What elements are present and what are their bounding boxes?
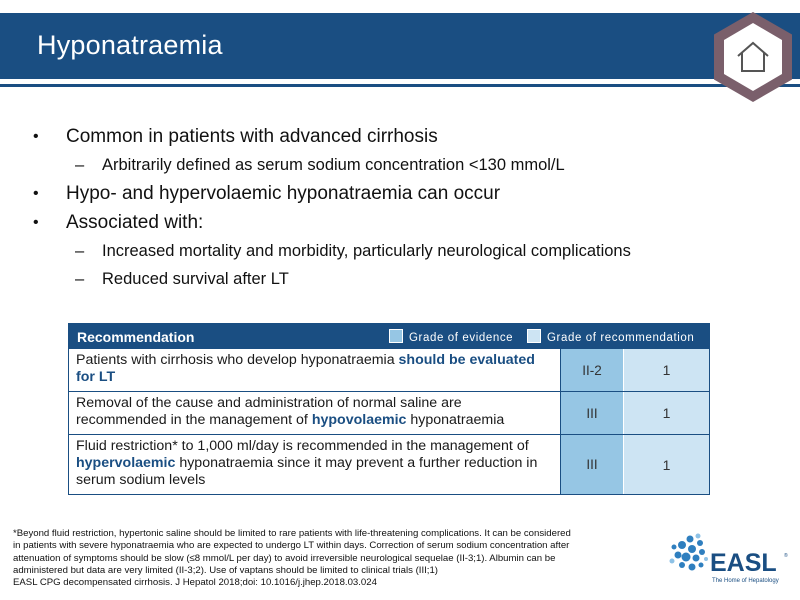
bullet-marker: • bbox=[33, 185, 39, 202]
bullet-item bbox=[32, 208, 772, 237]
recommendation-rows bbox=[69, 348, 709, 494]
recommendation-text-part: Fluid restriction* to 1,000 ml/day is recommended in the management of bbox=[76, 438, 529, 454]
bullet-item bbox=[32, 122, 772, 151]
sub-bullet-item bbox=[32, 237, 772, 265]
footnote bbox=[13, 528, 658, 589]
recommendation-text-part: Removal of the cause and administration of normal saline are recommended in the management of bbox=[76, 395, 462, 428]
footnote-line: attenuation of symptoms should be slow (≤8 mmol/L per day) to avoid irreversible neurological sequelae (II-3;1). Albumin can be bbox=[13, 552, 556, 564]
bullet-marker: • bbox=[33, 128, 39, 145]
logo-wordmark: EASL bbox=[710, 549, 777, 577]
recommendation-text bbox=[69, 392, 561, 434]
recommendation-text-part: Patients with cirrhosis who develop hyponatraemia bbox=[76, 352, 399, 368]
recommendation-header-label: Recommendation bbox=[77, 329, 195, 345]
bullet-marker: • bbox=[33, 214, 39, 231]
recommendation-emphasis: hypervolaemic bbox=[76, 455, 176, 471]
grade-of-evidence-cell: III bbox=[561, 392, 624, 434]
bullet-text: Associated with: bbox=[66, 212, 204, 233]
bullet-list bbox=[32, 122, 772, 293]
recommendation-text-part: hyponatraemia since it may prevent a further reduction in serum sodium levels bbox=[76, 455, 538, 488]
recommendation-emphasis: hypovolaemic bbox=[311, 412, 407, 428]
legend-recommendation bbox=[527, 329, 694, 344]
recommendation-row bbox=[69, 434, 709, 494]
sub-bullet-item bbox=[32, 151, 772, 179]
citation-line: EASL CPG decompensated cirrhosis. J Hepatol 2018;doi: 10.1016/j.jhep.2018.03.024 bbox=[13, 577, 377, 589]
sub-bullet-text: Increased mortality and morbidity, particularly neurological complications bbox=[102, 242, 631, 260]
recommendation-text bbox=[69, 349, 561, 391]
bullet-text: Hypo- and hypervolaemic hyponatraemia can occur bbox=[66, 183, 501, 204]
footnote-line: administered but data are very limited (II-3;2). Use of vaptans should be limited to clinical trials (III;1) bbox=[13, 564, 438, 576]
footnote-line: *Beyond fluid restriction, hypertonic saline should be limited to rare patients with life-threatening complications. It can be considered bbox=[13, 528, 571, 539]
legend-evidence bbox=[389, 329, 513, 344]
grade-of-recommendation-cell: 1 bbox=[624, 435, 709, 494]
grade-of-evidence-cell: III bbox=[561, 435, 624, 494]
sub-bullet-item bbox=[32, 265, 772, 293]
logo-tagline: The Home of Hepatology bbox=[712, 578, 779, 584]
grade-of-evidence-cell: II-2 bbox=[561, 349, 624, 391]
home-icon[interactable] bbox=[706, 10, 800, 104]
recommendation-swatch bbox=[527, 329, 541, 343]
recommendation-text bbox=[69, 435, 561, 494]
title-underline bbox=[0, 84, 800, 87]
slide-title: Hyponatraemia bbox=[37, 30, 223, 60]
recommendation-text-part: hyponatraemia bbox=[406, 412, 505, 428]
bullet-item bbox=[32, 179, 772, 208]
recommendation-row bbox=[69, 348, 709, 391]
legend-recommendation-label: Grade of recommendation bbox=[547, 332, 695, 344]
recommendation-header bbox=[69, 324, 709, 348]
bullet-text: Common in patients with advanced cirrhosis bbox=[66, 126, 438, 147]
easl-logo bbox=[668, 527, 793, 591]
recommendation-table bbox=[68, 323, 710, 495]
evidence-swatch bbox=[389, 329, 403, 343]
grade-of-recommendation-cell: 1 bbox=[624, 392, 709, 434]
sub-bullet-text: Arbitrarily defined as serum sodium concentration <130 mmol/L bbox=[102, 156, 565, 174]
recommendation-emphasis: should be evaluated for LT bbox=[76, 352, 535, 385]
sub-bullet-marker: – bbox=[75, 242, 85, 260]
recommendation-row bbox=[69, 391, 709, 434]
sub-bullet-marker: – bbox=[75, 270, 85, 288]
svg-text:®: ® bbox=[784, 553, 788, 559]
legend-evidence-label: Grade of evidence bbox=[409, 332, 514, 344]
sub-bullet-marker: – bbox=[75, 156, 85, 174]
sub-bullet-text: Reduced survival after LT bbox=[102, 270, 289, 288]
grade-of-recommendation-cell: 1 bbox=[624, 349, 709, 391]
footnote-line: in patients with severe hyponatraemia who are expected to undergo LT within days. Correction of serum sodium concentration after bbox=[13, 540, 570, 552]
